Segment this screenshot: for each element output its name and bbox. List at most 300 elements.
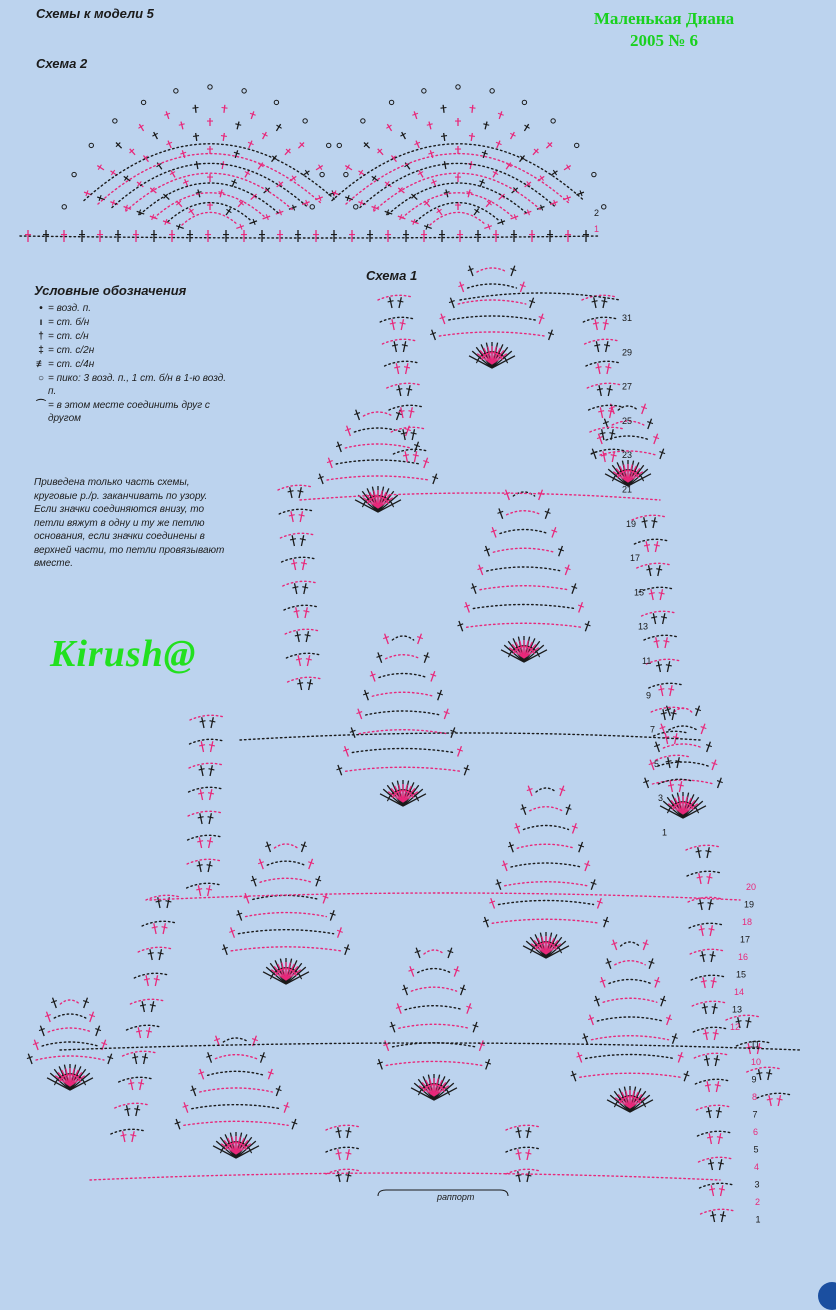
stitch-mark [296,659,302,660]
row-number: 20 [746,882,757,892]
stitch-mark [668,689,674,690]
stitch-mark [437,209,442,212]
chain-arc [231,947,341,951]
row-number: 14 [734,987,745,997]
stitch-mark [549,330,553,340]
stitch-mark [444,192,450,193]
stitch-mark [397,301,403,302]
stitch-mark [432,330,436,340]
stitch-mark [509,842,513,852]
chain-arc [583,317,617,322]
stitch-mark [643,940,647,950]
stitch-mark [226,209,231,212]
chain-arc [134,973,168,978]
stitch-mark [223,133,224,141]
stitch-mark [28,1054,32,1064]
chain-arc [363,412,392,416]
stitch-mark [400,323,406,324]
stitch-mark [415,442,419,452]
stitch-mark [251,111,254,119]
stitch-mark [163,923,165,934]
stitch-mark [710,955,716,956]
stitch-mark [300,539,306,540]
stitch-mark [711,951,713,962]
picot-mark [327,143,331,147]
stitch-mark [292,587,298,588]
picot-mark [344,172,348,176]
stitch-mark [503,861,507,871]
page-title: Схемы к модели 5 [36,6,154,21]
stitch-mark [474,209,479,212]
stitch-mark [667,1015,671,1025]
stitch-mark [347,426,351,436]
chain-arc [632,515,666,520]
chain-arc [609,980,651,984]
stitch-mark [645,778,649,788]
chain-arc [189,763,223,768]
stitch-mark [444,133,445,141]
stitch-mark [678,1052,682,1062]
stitch-mark [700,899,702,910]
stitch-mark [565,565,569,575]
stitch-mark [704,1059,710,1060]
row-number: 21 [622,484,633,495]
chain-arc [215,1055,256,1059]
stitch-mark [399,297,401,308]
stitch-mark [307,683,313,684]
chain-arc [119,1077,153,1082]
chain-arc [372,692,433,696]
row-number: 15 [634,587,645,598]
stitch-mark [598,434,602,444]
stitch-mark [379,1059,383,1069]
stitch-mark [302,842,306,852]
chain-arc [747,1067,781,1072]
stitch-mark [599,385,601,396]
stitch-mark [429,122,431,130]
page-corner-badge [818,1282,836,1310]
stitch-mark [211,717,213,728]
row-number: 1 [662,827,668,838]
row-number: 27 [622,381,633,392]
stitch-mark [347,1149,349,1160]
stitch-mark [34,1040,38,1050]
legend-title: Условные обозначения [34,283,187,298]
stitch-mark [718,1133,720,1144]
stitch-mark [709,1189,715,1190]
row-number: 11 [750,1039,760,1050]
chain-arc [597,1017,662,1021]
chain-arc [327,476,429,480]
picot-mark [602,205,606,209]
chain-arc [517,844,575,848]
stitch-mark [613,940,617,950]
stitch-mark [276,1086,280,1096]
chain-arc [150,893,740,900]
stitch-mark [579,842,583,852]
stitch-mark [209,721,215,722]
stitch-mark [406,363,408,374]
stitch-mark [609,433,615,434]
stitch-mark [484,226,492,229]
stitch-mark [408,385,410,396]
stitch-mark [411,433,417,434]
chain-arc [663,744,702,748]
chain-arc [615,961,645,965]
stitch-mark [222,108,228,109]
chain-arc [592,1036,669,1040]
stitch-mark [667,661,669,672]
picot-mark [551,119,555,123]
stitch-mark [304,583,306,594]
chain-arc [639,587,673,592]
stitch-mark [336,1153,342,1154]
stitch-mark [663,709,665,720]
picot-mark [354,205,358,209]
stitch-mark [291,511,293,522]
chain-arc [326,1125,360,1130]
stitch-mark [208,885,210,896]
stitch-mark [707,1137,713,1138]
chain-arc [393,449,427,454]
stitch-mark [644,545,650,546]
stitch-mark [646,569,652,570]
stitch-mark [520,282,524,292]
chain-arc [300,493,660,500]
row-number: 11 [642,656,652,666]
chain-arc [424,950,444,954]
stitch-mark [162,927,168,928]
chain-arc [690,949,724,954]
stitch-mark [338,1149,340,1160]
stitch-mark [714,1029,716,1040]
stitch-mark [444,161,445,169]
stitch-mark [701,981,707,982]
picot-mark [456,85,460,89]
stitch-mark [714,1059,720,1060]
stitch-mark [156,901,162,902]
stitch-mark [448,948,452,958]
stitch-mark [653,613,655,624]
chain-arc [644,635,678,640]
stitch-mark [699,929,705,930]
stitch-mark [473,1022,477,1032]
chain-arc [267,861,304,865]
chain-arc [246,913,327,917]
stitch-mark [208,1052,212,1062]
chain-arc [500,530,548,534]
chain-arc [123,1051,157,1056]
chain-arc [379,674,427,678]
stitch-mark [338,442,342,452]
stitch-mark [666,665,672,666]
stitch-mark [602,429,604,440]
stitch-mark [403,341,405,352]
stitch-mark [708,1163,714,1164]
picot-mark [310,205,314,209]
stitch-mark [658,565,660,576]
stitch-mark [176,226,184,229]
row-number: 2 [594,208,600,218]
stitch-mark [396,363,398,374]
row-number: 13 [732,1004,743,1015]
stitch-mark [397,1003,401,1013]
stitch-mark [146,975,148,986]
stitch-mark [566,804,570,814]
stitch-mark [200,1069,204,1079]
row-number: 4 [754,1162,760,1172]
stitch-mark [479,565,483,575]
stitch-mark [516,1153,522,1154]
chain-arc [240,733,700,740]
stitch-mark [146,1031,152,1032]
stitch-mark [539,490,543,500]
chain-arc [192,1105,280,1109]
stitch-mark [301,563,307,564]
stitch-mark [572,583,576,593]
stitch-mark [716,1111,722,1112]
stitch-mark [516,1175,522,1176]
stitch-mark [295,635,301,636]
picot-mark [89,143,93,147]
chain-arc [111,1129,145,1134]
chain-arc [36,1056,104,1060]
stitch-mark [648,419,652,429]
chain-arc [511,863,581,867]
stitch-mark [336,1175,342,1176]
stitch-mark [197,865,203,866]
stitch-mark [216,1036,220,1046]
stitch-mark [441,314,445,324]
stitch-mark [208,861,210,872]
row-number: 17 [630,553,641,564]
stitch-mark [151,1001,153,1012]
stitch-mark [196,133,197,141]
stitch-mark [722,1211,724,1222]
chain-arc [586,1055,675,1059]
stitch-mark [259,859,263,869]
chain-arc [507,511,542,515]
chain-arc [524,826,569,830]
stitch-mark [388,301,394,302]
stitch-mark [299,487,301,498]
stitch-mark [140,1079,142,1090]
stitch-mark [293,559,295,570]
stitch-mark [252,876,256,886]
stitch-mark [525,1153,531,1154]
chain-arc [692,1001,726,1006]
stitch-mark [336,1131,342,1132]
chain-arc [90,1173,720,1180]
chain-arc [189,787,223,792]
stitch-mark [316,876,320,886]
row-number: 19 [626,518,637,529]
stitch-mark [372,176,375,181]
stitch-mark [572,1071,576,1081]
stitch-mark [530,298,534,308]
chain-arc [385,361,419,366]
stitch-mark [338,765,342,775]
stitch-mark [181,122,183,130]
chain-arc [405,1006,463,1010]
stitch-mark [709,899,711,910]
stitch-mark [345,945,349,955]
chain-arc [694,1053,728,1058]
stitch-mark [698,847,700,858]
row-number: 31 [622,313,633,323]
chain-arc [468,284,517,288]
legend-item-text: = пико: 3 возд. п., 1 ст. б/н в 1-ю возд. п. [48,373,227,397]
stitch-mark [603,451,605,462]
stitch-mark [660,589,662,600]
legend-item-text: = ст. с/4н [48,359,95,370]
stitch-mark [527,1171,529,1182]
stitch-mark [199,769,205,770]
stitch-mark [721,1185,723,1196]
stitch-mark [124,1109,130,1110]
stitch-mark [184,1102,188,1112]
chain-arc [687,871,721,876]
row-number: 7 [752,1109,758,1120]
chain-arc [386,655,421,659]
stitch-mark [201,741,203,752]
stitch-mark [403,429,405,440]
stitch-mark [427,124,433,125]
stitch-mark [300,511,302,522]
chain-arc [190,739,224,744]
stitch-mark [424,652,428,662]
stitch-mark [198,793,204,794]
chain-arc [430,212,486,225]
stitch-mark [658,661,660,672]
stitch-mark [46,1012,50,1022]
chain-arc [698,1157,732,1162]
stitch-mark [708,903,714,904]
chain-arc [642,611,676,616]
stitch-mark [267,842,271,852]
stitch-mark [290,487,292,498]
stitch-mark [712,1211,714,1222]
stitch-mark [158,953,164,954]
stitch-mark [594,345,600,346]
chain-arc [345,444,410,448]
chain-arc [689,923,723,928]
stitch-mark [552,527,556,537]
stitch-mark [196,161,197,169]
stitch-mark [309,679,311,690]
stitch-mark [718,778,722,788]
stitch-mark [711,981,717,982]
stitch-mark [392,319,394,330]
stitch-mark [604,345,610,346]
stitch-mark [84,998,88,1008]
stitch-mark [559,546,563,556]
stitch-mark [193,108,199,109]
stitch-mark [148,953,154,954]
chain-arc [591,449,625,454]
row-number: 13 [638,621,649,632]
chain-arc [460,293,620,300]
row-number: 15 [736,969,747,980]
stitch-mark [424,458,428,468]
stitch-mark [305,607,307,618]
stitch-mark [121,1135,127,1136]
chain-arc [187,859,221,864]
stitch-mark [598,363,600,374]
stitch-mark [651,589,653,600]
chain-arc [589,405,623,410]
row-number: 10 [751,1057,762,1067]
stitch-mark [209,837,211,848]
stitch-mark [144,979,150,980]
stitch-mark [198,885,200,896]
stitch-mark [238,910,242,920]
stitch-mark [166,111,169,119]
chain-stitch-icon: • [39,303,43,314]
stitch-mark [307,655,309,666]
stitch-mark [406,389,412,390]
scheme-2-label: Схема 2 [36,56,88,71]
stitch-mark [210,789,212,800]
stitch-mark [603,323,609,324]
chain-arc [492,919,600,923]
chain-arc [260,878,312,882]
stitch-mark [403,455,409,456]
picot-mark [141,100,145,104]
stitch-mark [590,1015,594,1025]
stitch-mark [516,1131,522,1132]
stitch-mark [668,757,670,768]
stitch-mark [198,817,204,818]
stitch-mark [499,111,502,119]
row-number: 16 [738,952,749,962]
stitch-mark [545,508,549,518]
stitch-mark [485,122,487,130]
stitch-mark [159,949,161,960]
stitch-mark [486,1059,490,1069]
stitch-mark [525,1131,531,1132]
stitch-mark [207,841,213,842]
stitch-mark [464,765,468,775]
row-number: 23 [622,450,633,461]
stitch-mark [612,451,614,462]
chain-arc [726,1015,760,1020]
row-number: 5 [654,758,660,769]
stitch-mark [424,226,432,229]
picot-mark [303,119,307,123]
stitch-mark [660,449,664,459]
chain-arc [654,731,688,736]
stitch-mark [441,108,447,109]
row-number: 17 [740,934,751,945]
stitch-mark [707,877,713,878]
stitch-mark [719,1159,721,1170]
picot-mark [320,172,324,176]
stitch-mark [289,207,297,210]
stitch-mark [150,1005,156,1006]
stitch-mark [305,170,308,175]
stitch-mark [200,789,202,800]
stitch-mark [292,535,294,546]
stitch-mark [414,451,416,462]
stitch-mark [231,927,235,937]
stitch-mark [461,985,465,995]
stitch-mark [655,541,657,552]
stitch-mark [297,631,299,642]
stitch-mark [208,817,214,818]
stitch-mark [702,1007,708,1008]
stitch-mark [778,1095,780,1106]
